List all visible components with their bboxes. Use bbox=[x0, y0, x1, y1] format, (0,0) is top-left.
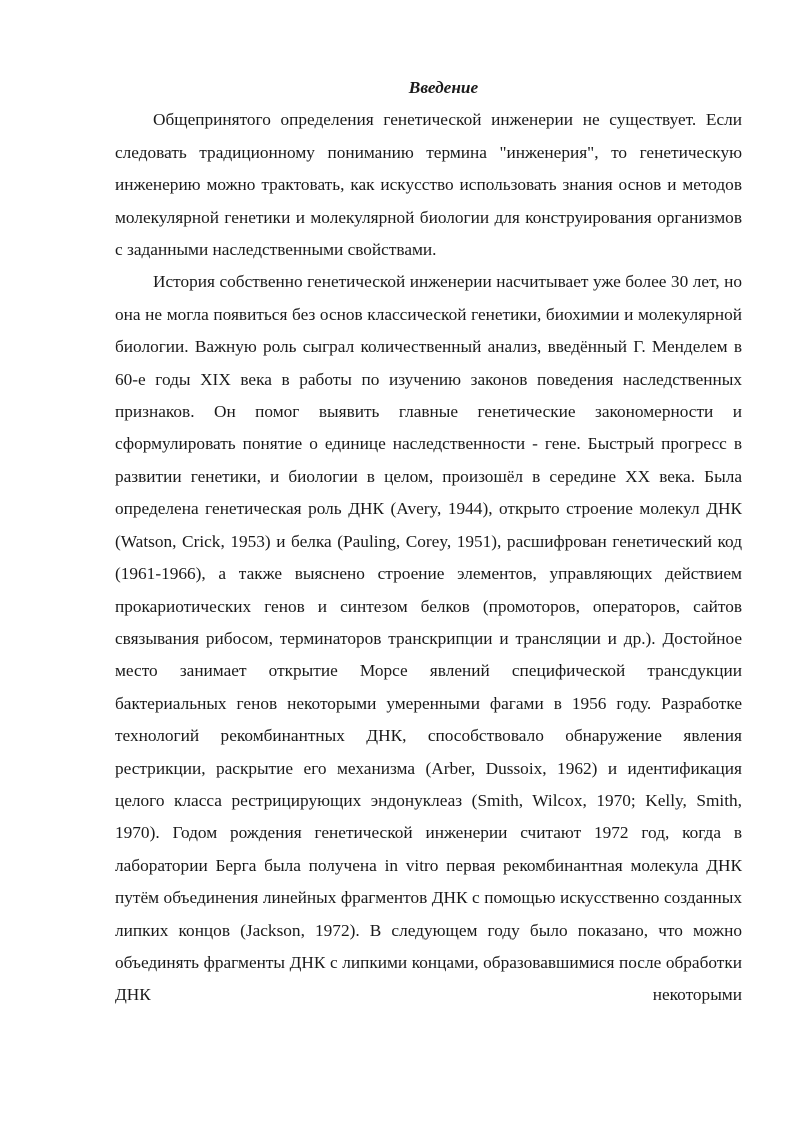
page-title: Введение bbox=[408, 78, 479, 97]
paragraph-history: История собственно генетической инженерии насчитывает уже более 30 лет, но она не могла появиться без основ классической генетики, биохимии и молекулярной биологии. Важную роль сыграл количественный анализ, введённый Г. Менделем в 60-е годы XIX века в работы по изучению законов поведения наследственных признаков. Он помог выявить главные генетические закономерности и сформулировать понятие о единице наследственности - гене. Быстрый прогресс в развитии генетики, и биологии в целом, произошёл в середине XX века. Была определена генетическая роль ДНК (Avery, 1944), открыто строение молекул ДНК (Watson, Crick, 1953) и белка (Pauling, Corey, 1951), расшифрован генетический код (1961-1966), а также выяснено строение элементов, управляющих действием прокариотических генов и синтезом белков (промоторов, операторов, сайтов связывания рибосом, терминаторов транскрипции и трансляции и др.). Достойное место занимает открытие Морсе явлений специфической трансдукции бактериальных генов некоторыми умеренными фагами в 1956 году. Разработке технологий рекомбинантных ДНК, способствовало обнаружение явления рестрикции, раскрытие его механизма (Arber, Dussoix, 1962) и идентификация целого класса рестрицирующих эндонуклеаз (Smith, Wilcox, 1970; Kelly, Smith, 1970). Годом рождения генетической инженерии считают 1972 год, когда в лаборатории Берга была получена in vitro первая рекомбинантная молекула ДНК путём объединения линейных фрагментов ДНК с помощью искусственно созданных липких концов (Jackson, 1972). В следующем году было показано, что можно объединять фрагменты ДНК с липкими концами, образовавшимися после обработки ДНК некоторыми bbox=[115, 272, 742, 1005]
paragraph-definition: Общепринятого определения генетической инженерии не существует. Если следовать традиционному пониманию термина "инженерия", то генетическую инженерию можно трактовать, как искусство использовать знания основ и методов молекулярной генетики и молекулярной биологии для конструирования организмов с заданными наследственными свойствами. bbox=[115, 110, 742, 260]
document-page bbox=[115, 72, 742, 1012]
